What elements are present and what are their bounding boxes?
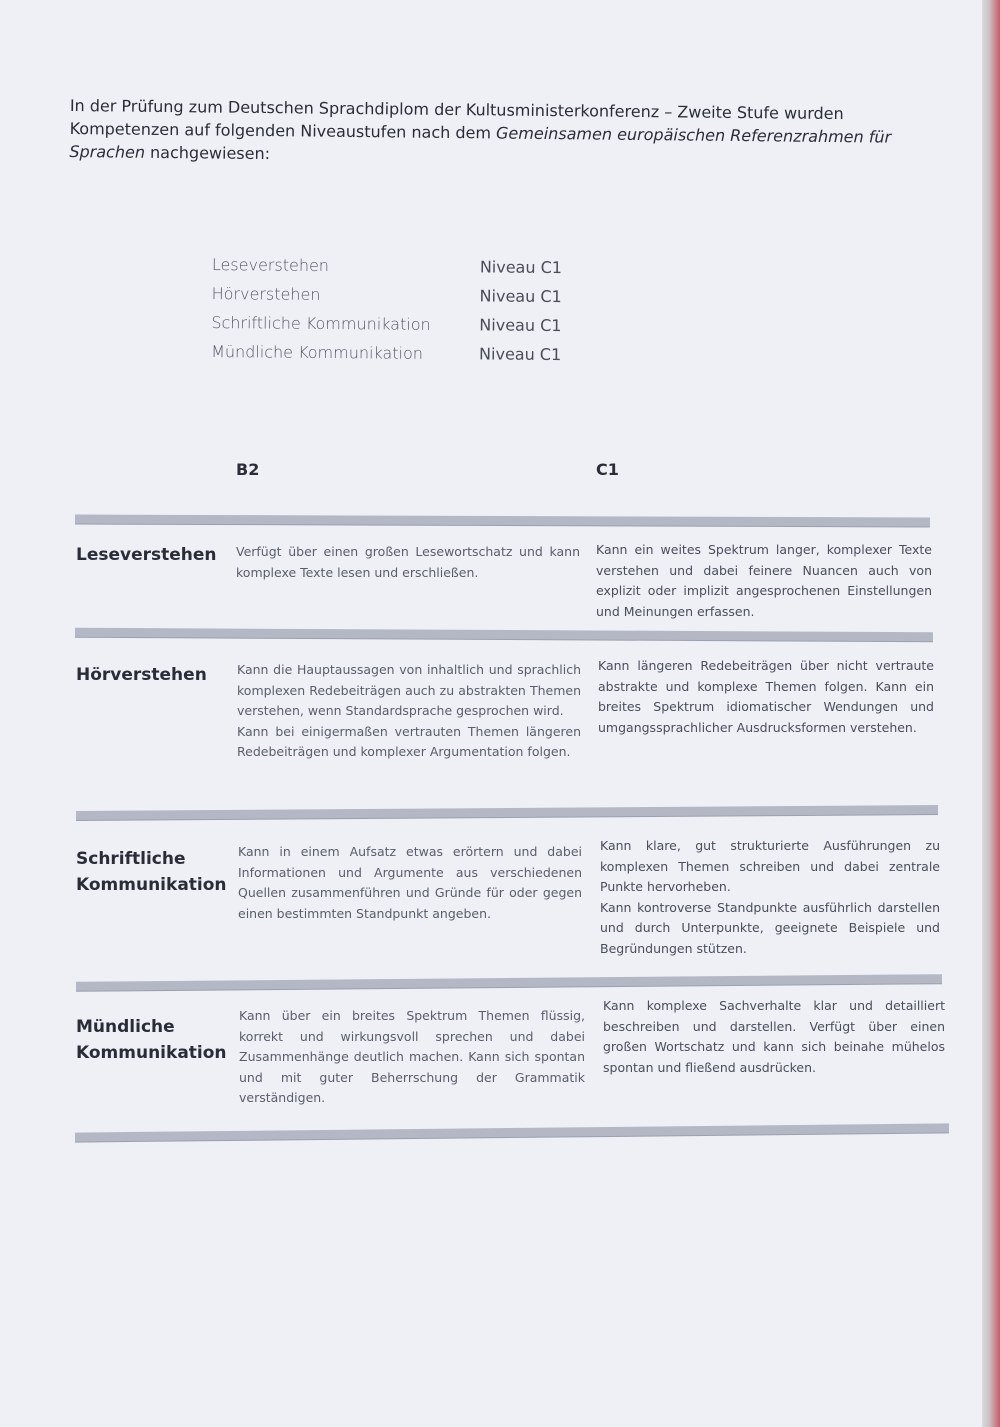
row-label: Hörverstehen: [76, 665, 207, 685]
description-paragraph: Kann klare, gut strukturierte Ausführungen zu komplexen Themen schreiben und dabei zentrale Punkte hervorheben.: [600, 838, 940, 894]
level-skill: Leseverstehen: [211, 254, 330, 276]
level-value: Niveau C1: [479, 344, 562, 365]
row-divider: [76, 805, 938, 820]
row-c1-description: [598, 656, 934, 738]
intro-text-italic: Gemeinsamen europäischen Referenzrahmen für Sprachen: [69, 123, 892, 162]
intro-paragraph: [69, 94, 920, 172]
row-divider: [76, 974, 942, 991]
description-paragraph: Kann ein weites Spektrum langer, komplexer Texte verstehen und dabei feinere Nuancen auch von explizit oder implizit angesprochenen Einstellungen und Meinungen erfassen.: [596, 542, 932, 619]
row-b2-description: [239, 1006, 585, 1109]
row-c1-description: [596, 540, 932, 622]
column-header-c1: C1: [596, 460, 619, 479]
level-list: [211, 250, 600, 369]
row-divider: [75, 628, 933, 641]
level-row: [211, 308, 599, 340]
level-skill: Mündliche Kommunikation: [211, 341, 424, 363]
level-skill: Schriftliche Kommunikation: [211, 312, 431, 334]
row-c1-description: [603, 996, 945, 1078]
description-paragraph: Kann kontroverse Standpunkte ausführlich darstellen und durch Unterpunkte, geeignete Beispiele und Begründungen stützen.: [600, 899, 940, 956]
level-value: Niveau C1: [479, 286, 562, 307]
row-b2-description: [236, 542, 580, 583]
description-paragraph: Kann bei einigermaßen vertrauten Themen längeren Redebeiträgen und komplexer Argumentation folgen.: [237, 723, 581, 759]
row-label: Schriftliche Kommunikation: [76, 849, 227, 895]
row-label: Leseverstehen: [76, 545, 217, 565]
intro-text-after: nachgewiesen:: [144, 142, 271, 164]
level-value: Niveau C1: [479, 257, 563, 278]
row-c1-description: [600, 836, 940, 959]
page-edge: [982, 0, 1000, 1427]
description-paragraph: Kann längeren Redebeiträgen über nicht vertraute abstrakte und komplexe Themen folgen. Kann ein breites Spektrum idiomatischer Wendungen und umgangssprachlicher Ausdrucksformen verstehen.: [598, 658, 934, 735]
level-skill: Hörverstehen: [211, 283, 321, 304]
level-row: [211, 279, 599, 311]
column-header-b2: B2: [236, 460, 260, 479]
row-b2-description: [237, 660, 581, 763]
level-row: [211, 337, 599, 369]
intro-text-before: In der Prüfung zum Deutschen Sprachdiplom der Kultusministerkonferenz – Zweite Stufe wurden Kompetenzen auf folgenden Niveaustufen nach dem: [69, 95, 844, 143]
level-value: Niveau C1: [479, 315, 562, 336]
row-label: Mündliche Kommunikation: [76, 1017, 227, 1063]
description-paragraph: Kann über ein breites Spektrum Themen flüssig, korrekt und wirkungsvoll sprechen und dabei Zusammenhänge deutlich machen. Kann sich spontan und mit guter Beherrschung der Grammatik verständigen.: [239, 1008, 585, 1105]
row-b2-description: [238, 842, 582, 924]
description-paragraph: Kann in einem Aufsatz etwas erörtern und dabei Informationen und Argumente aus verschiedenen Quellen zusammenführen und Gründe für oder gegen einen bestimmten Standpunkt angeben.: [238, 844, 582, 921]
row-divider: [75, 515, 930, 527]
table-bottom-divider: [75, 1123, 949, 1141]
description-paragraph: Kann die Hauptaussagen von inhaltlich und sprachlich komplexen Redebeiträgen auch zu abstrakten Themen verstehen, wenn Standardsprache gesprochen wird.: [237, 662, 581, 718]
description-paragraph: Kann komplexe Sachverhalte klar und detailliert beschreiben und darstellen. Verfügt über einen großen Wortschatz und kann sich beinahe mühelos spontan und fließend ausdrücken.: [603, 998, 945, 1075]
description-paragraph: Verfügt über einen großen Lesewortschatz und kann komplexe Texte lesen und erschließen.: [236, 544, 580, 580]
level-row: [212, 250, 600, 282]
